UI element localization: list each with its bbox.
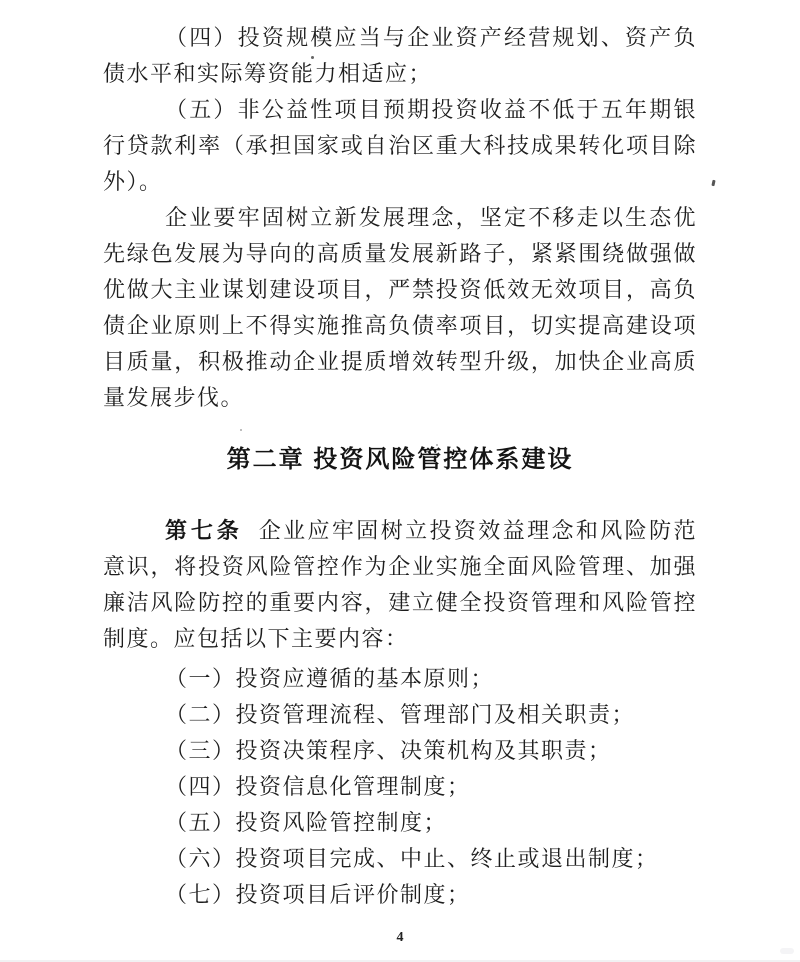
list-item-3: （三）投资决策程序、决策机构及其职责； bbox=[165, 738, 612, 763]
scan-artifact-tick bbox=[711, 180, 715, 186]
scan-artifact-dot bbox=[311, 56, 314, 59]
document-text-column bbox=[103, 20, 697, 913]
scan-artifact-dot-faint bbox=[436, 444, 438, 446]
list-item-4: （四）投资信息化管理制度； bbox=[165, 774, 471, 799]
list-item-5: （五）投资风险管控制度； bbox=[165, 810, 448, 835]
scan-smudge bbox=[780, 948, 794, 954]
article-seven-list bbox=[103, 661, 697, 913]
list-item-7: （七）投资项目后评价制度； bbox=[165, 882, 471, 907]
scan-artifact-dot-faint bbox=[240, 429, 242, 431]
list-item-1: （一）投资应遵循的基本原则； bbox=[165, 666, 495, 691]
article-seven-label: 第七条 bbox=[165, 518, 243, 543]
chapter-two-heading: 第二章 投资风险管控体系建设 bbox=[226, 446, 574, 473]
clause-five-paragraph: （五）非公益性项目预期投资收益不低于五年期银行贷款利率（承担国家或自治区重大科技成果转化项目除外）。 bbox=[103, 97, 697, 194]
list-item-6: （六）投资项目完成、中止、终止或退出制度； bbox=[165, 846, 659, 871]
article-seven-body: 企业应牢固树立投资效益理念和风险防范意识，将投资风险管控作为企业实施全面风险管理、加强廉洁风险防控的重要内容，建立健全投资管理和风险管控制度。应包括以下主要内容： bbox=[103, 518, 697, 651]
page-number: 4 bbox=[396, 930, 404, 945]
list-item-2: （二）投资管理流程、管理部门及相关职责； bbox=[165, 702, 636, 727]
clause-four-paragraph: （四）投资规模应当与企业资产经营规划、资产负债水平和实际筹资能力相适应； bbox=[103, 25, 697, 86]
development-concept-paragraph: 企业要牢固树立新发展理念，坚定不移走以生态优先绿色发展为导向的高质量发展新路子，紧紧围绕做强做优做大主业谋划建设项目，严禁投资低效无效项目，高负债企业原则上不得实施推高负债率项目，切实提高建设项目质量，积极推动企业提质增效转型升级，加快企业高质量发展步伐。 bbox=[103, 205, 697, 410]
article-seven-paragraph bbox=[103, 513, 697, 657]
